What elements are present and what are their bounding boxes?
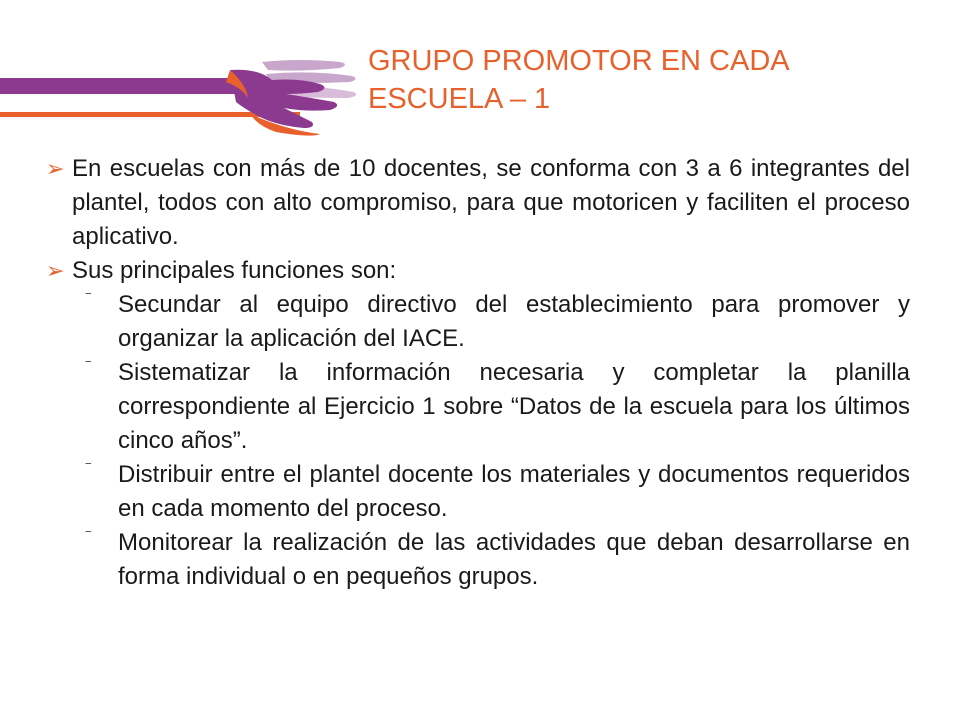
function-item (46, 288, 910, 356)
dash-bullet-icon: ‾ (86, 529, 91, 545)
function-item (46, 458, 910, 526)
function-text: Monitorear la realización de las actividades que deban desarrollarse en forma individual o en pequeños grupos. (118, 529, 910, 590)
slide-content (46, 152, 910, 594)
slide-title (368, 42, 928, 118)
title-line-1: GRUPO PROMOTOR EN CADA (368, 45, 790, 77)
dash-bullet-icon: ‾ (86, 291, 91, 307)
title-line-2: ESCUELA – 1 (368, 83, 551, 115)
bullet-text: En escuelas con más de 10 docentes, se conforma con 3 a 6 integrantes del plantel, todos con alto compromiso, para que motoricen y faciliten el proceso aplicativo. (72, 155, 910, 250)
bullet-item (46, 254, 910, 288)
function-text: Secundar al equipo directivo del establecimiento para promover y organizar la aplicación del IACE. (118, 291, 910, 352)
bullet-item (46, 152, 910, 254)
back-finger-1 (262, 60, 345, 71)
arrow-bullet-icon: ➢ (46, 258, 65, 283)
function-text: Sistematizar la información necesaria y completar la planilla correspondiente al Ejercicio 1 sobre “Datos de la escuela para los últimos cinco años”. (118, 359, 910, 454)
functions-list (46, 288, 910, 594)
arrow-bullet-icon: ➢ (46, 156, 65, 181)
bullet-text: Sus principales funciones son: (72, 257, 397, 284)
hands-logo-graphic (0, 40, 370, 140)
function-item (46, 526, 910, 594)
dash-bullet-icon: ‾ (86, 461, 91, 477)
function-item (46, 356, 910, 458)
function-text: Distribuir entre el plantel docente los materiales y documentos requeridos en cada momento del proceso. (118, 461, 910, 522)
dash-bullet-icon: ‾ (86, 359, 91, 375)
